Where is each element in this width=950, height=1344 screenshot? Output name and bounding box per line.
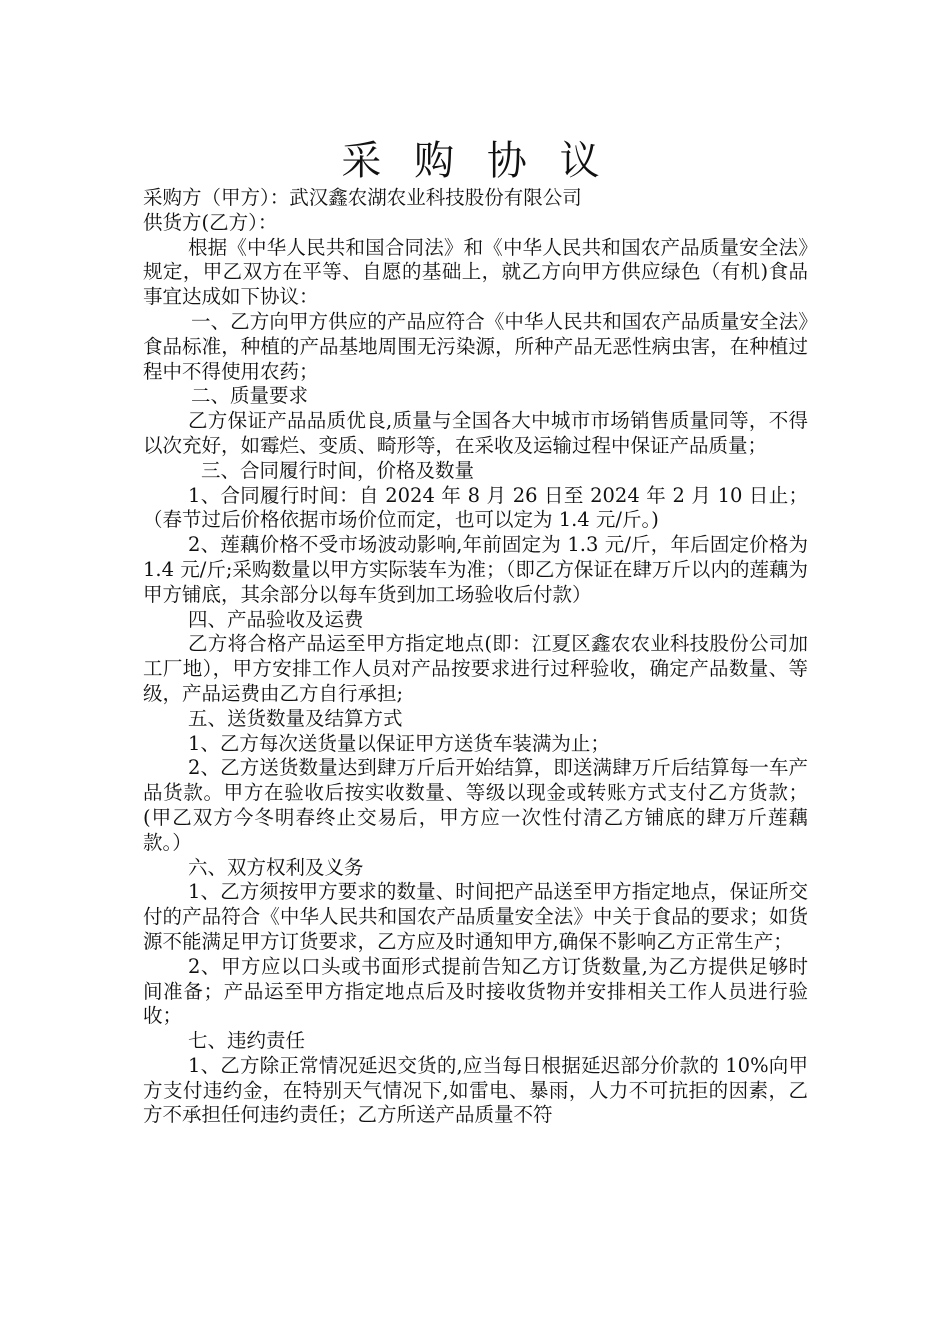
section-5-item-1: 1、乙方每次送货量以保证甲方送货车装满为止； bbox=[188, 731, 610, 755]
intro-paragraph: 根据《中华人民共和国合同法》和《中华人民共和国农产品质量安全法》规定，甲乙双方在平等、自愿的基础上，就乙方向甲方供应绿色（有机)食品事宜达成如下协议： bbox=[143, 235, 808, 309]
document-title: 采 购 协 议 bbox=[341, 138, 610, 184]
section-2-heading: 二、质量要求 bbox=[191, 384, 309, 408]
section-5-item-2: 2、乙方送货数量达到肆万斤后开始结算，即送满肆万斤后结算每一车产品货款。甲方在验收后按实收数量、等级以现金或转账方式支付乙方货款；(甲乙双方今冬明春终止交易后，甲方应一次性付清乙方铺底的肆万斤莲藕款。） bbox=[143, 756, 808, 854]
section-5-heading: 五、送货数量及结算方式 bbox=[188, 706, 403, 730]
section-3-item-1: 1、合同履行时间：自 2024 年 8 月 26 日至 2024 年 2 月 10 日止；（春节过后价格依据市场价位而定，也可以定为 1.4 元/斤。) bbox=[143, 483, 808, 532]
section-6-item-2: 2、甲方应以口头或书面形式提前告知乙方订货数量,为乙方提供足够时间准备；产品运至甲方指定地点后及时接收货物并安排相关工作人员进行验收； bbox=[143, 954, 808, 1028]
section-6-item-1: 1、乙方须按甲方要求的数量、时间把产品送至甲方指定地点，保证所交付的产品符合《中华人民共和国农产品质量安全法》中关于食品的要求；如货源不能满足甲方订货要求，乙方应及时通知甲方,确保不影响乙方正常生产； bbox=[143, 880, 808, 953]
section-7-item-1: 1、乙方除正常情况延迟交货的,应当每日根据延迟部分价款的 10%向甲方支付违约金，在特别天气情况下,如雷电、暴雨，人力不可抗拒的因素，乙方不承担任何违约责任；乙方所送产品质量不符 bbox=[143, 1053, 808, 1127]
section-2-paragraph: 乙方保证产品品质优良,质量与全国各大中城市市场销售质量同等，不得以次充好，如霉烂、变质、畸形等，在采收及运输过程中保证产品质量； bbox=[143, 409, 808, 457]
section-4-paragraph: 乙方将合格产品运至甲方指定地点(即：江夏区鑫农农业科技股份公司加工厂地），甲方安排工作人员对产品按要求进行过秤验收，确定产品数量、等级，产品运费由乙方自行承担; bbox=[143, 632, 808, 705]
document-page bbox=[143, 138, 808, 1128]
buyer-line: 采购方（甲方）：武汉鑫农湖农业科技股份有限公司 bbox=[143, 186, 582, 209]
section-1-paragraph: 一、乙方向甲方供应的产品应符合《中华人民共和国农产品质量安全法》食品标准，种植的产品基地周围无污染源，所种产品无恶性病虫害，在种植过程中不得使用农药； bbox=[143, 309, 808, 383]
section-3-item-2: 2、莲藕价格不受市场波动影响,年前固定为 1.3 元/斤，年后固定价格为 1.4 元/斤;采购数量以甲方实际装车为准；（即乙方保证在肆万斤以内的莲藕为甲方铺底，其余部分以每车货到加工场验收后付款） bbox=[143, 533, 808, 606]
supplier-line: 供货方(乙方）： bbox=[143, 210, 278, 234]
section-7-heading: 七、违约责任 bbox=[188, 1029, 306, 1053]
section-3-heading: 三、合同履行时间，价格及数量 bbox=[201, 458, 475, 482]
section-4-heading: 四、产品验收及运费 bbox=[188, 607, 364, 631]
section-6-heading: 六、双方权利及义务 bbox=[188, 855, 364, 879]
